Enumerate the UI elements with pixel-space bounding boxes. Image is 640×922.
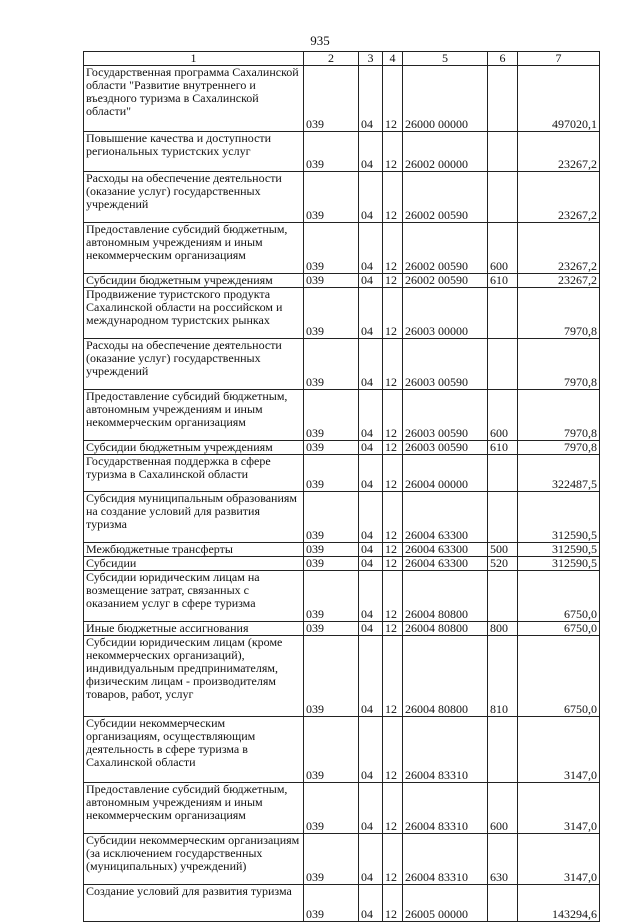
subsection-code-cell: 12 — [383, 288, 403, 339]
subsection-code-cell: 12 — [383, 223, 403, 274]
subsection-code-cell: 12 — [383, 636, 403, 717]
target-article-cell: 26005 00000 — [403, 885, 488, 922]
expense-type-cell — [488, 288, 518, 339]
row-name-cell: Иные бюджетные ассигнования — [84, 622, 304, 636]
target-article-cell: 26004 63300 — [403, 557, 488, 571]
amount-cell: 7970,8 — [518, 441, 600, 455]
subsection-code-cell: 12 — [383, 622, 403, 636]
section-code-cell: 04 — [359, 783, 383, 834]
section-code-cell: 04 — [359, 339, 383, 390]
target-article-cell: 26003 00590 — [403, 339, 488, 390]
section-code-cell: 04 — [359, 571, 383, 622]
target-article-cell: 26004 63300 — [403, 543, 488, 557]
column-header: 5 — [403, 52, 488, 66]
row-name-cell: Расходы на обеспечение деятельности (оказание услуг) государственных учреждений — [84, 339, 304, 390]
amount-cell: 6750,0 — [518, 636, 600, 717]
ministry-code-cell: 039 — [304, 717, 359, 783]
ministry-code-cell: 039 — [304, 783, 359, 834]
ministry-code-cell: 039 — [304, 132, 359, 172]
section-code-cell: 04 — [359, 834, 383, 885]
table-row — [84, 571, 600, 622]
column-header: 7 — [518, 52, 600, 66]
column-header: 1 — [84, 52, 304, 66]
subsection-code-cell: 12 — [383, 543, 403, 557]
ministry-code-cell: 039 — [304, 441, 359, 455]
expense-type-cell — [488, 571, 518, 622]
row-name-cell: Субсидия муниципальным образованиям на создание условий для развития туризма — [84, 492, 304, 543]
target-article-cell: 26003 00590 — [403, 390, 488, 441]
subsection-code-cell: 12 — [383, 492, 403, 543]
table-row — [84, 622, 600, 636]
target-article-cell: 26000 00000 — [403, 66, 488, 132]
section-code-cell: 04 — [359, 172, 383, 223]
section-code-cell: 04 — [359, 636, 383, 717]
table-row — [84, 441, 600, 455]
row-name-cell: Предоставление субсидий бюджетным, автономным учреждениям и иным некоммерческим организациям — [84, 783, 304, 834]
subsection-code-cell: 12 — [383, 441, 403, 455]
target-article-cell: 26002 00590 — [403, 223, 488, 274]
column-header: 6 — [488, 52, 518, 66]
expense-type-cell: 800 — [488, 622, 518, 636]
ministry-code-cell: 039 — [304, 172, 359, 223]
ministry-code-cell: 039 — [304, 543, 359, 557]
column-header: 3 — [359, 52, 383, 66]
amount-cell: 3147,0 — [518, 783, 600, 834]
subsection-code-cell: 12 — [383, 66, 403, 132]
row-name-cell: Субсидии бюджетным учреждениям — [84, 274, 304, 288]
section-code-cell: 04 — [359, 557, 383, 571]
expense-type-cell: 520 — [488, 557, 518, 571]
section-code-cell: 04 — [359, 132, 383, 172]
expense-type-cell — [488, 172, 518, 223]
row-name-cell: Субсидии юридическим лицам на возмещение затрат, связанных с оказанием услуг в сфере туризма — [84, 571, 304, 622]
table-row — [84, 492, 600, 543]
ministry-code-cell: 039 — [304, 885, 359, 922]
amount-cell: 6750,0 — [518, 571, 600, 622]
ministry-code-cell: 039 — [304, 288, 359, 339]
table-row — [84, 132, 600, 172]
expense-type-cell: 600 — [488, 390, 518, 441]
amount-cell: 23267,2 — [518, 172, 600, 223]
table-row — [84, 172, 600, 223]
target-article-cell: 26002 00590 — [403, 274, 488, 288]
section-code-cell: 04 — [359, 455, 383, 492]
table-row — [84, 288, 600, 339]
subsection-code-cell: 12 — [383, 717, 403, 783]
section-code-cell: 04 — [359, 717, 383, 783]
row-name-cell: Субсидии бюджетным учреждениям — [84, 441, 304, 455]
amount-cell: 3147,0 — [518, 717, 600, 783]
table-row — [84, 339, 600, 390]
expense-type-cell: 600 — [488, 783, 518, 834]
row-name-cell: Межбюджетные трансферты — [84, 543, 304, 557]
target-article-cell: 26004 80800 — [403, 636, 488, 717]
ministry-code-cell: 039 — [304, 622, 359, 636]
row-name-cell: Создание условий для развития туризма — [84, 885, 304, 922]
target-article-cell: 26004 83310 — [403, 783, 488, 834]
expense-type-cell — [488, 66, 518, 132]
subsection-code-cell: 12 — [383, 557, 403, 571]
amount-cell: 3147,0 — [518, 834, 600, 885]
table-row — [84, 223, 600, 274]
subsection-code-cell: 12 — [383, 274, 403, 288]
budget-table — [83, 51, 600, 922]
ministry-code-cell: 039 — [304, 455, 359, 492]
table-row — [84, 834, 600, 885]
expense-type-cell: 610 — [488, 441, 518, 455]
target-article-cell: 26004 00000 — [403, 455, 488, 492]
target-article-cell: 26003 00590 — [403, 441, 488, 455]
amount-cell: 312590,5 — [518, 557, 600, 571]
section-code-cell: 04 — [359, 622, 383, 636]
table-row — [84, 783, 600, 834]
amount-cell: 6750,0 — [518, 622, 600, 636]
expense-type-cell — [488, 339, 518, 390]
section-code-cell: 04 — [359, 66, 383, 132]
expense-type-cell — [488, 455, 518, 492]
row-name-cell: Субсидии некоммерческим организациям, осуществляющим деятельность в сфере туризма в Сахалинской области — [84, 717, 304, 783]
amount-cell: 312590,5 — [518, 543, 600, 557]
amount-cell: 497020,1 — [518, 66, 600, 132]
section-code-cell: 04 — [359, 441, 383, 455]
target-article-cell: 26003 00000 — [403, 288, 488, 339]
target-article-cell: 26004 80800 — [403, 571, 488, 622]
amount-cell: 312590,5 — [518, 492, 600, 543]
ministry-code-cell: 039 — [304, 223, 359, 274]
table-row — [84, 885, 600, 922]
ministry-code-cell: 039 — [304, 571, 359, 622]
target-article-cell: 26002 00000 — [403, 132, 488, 172]
row-name-cell: Государственная поддержка в сфере туризма в Сахалинской области — [84, 455, 304, 492]
header-row — [84, 52, 600, 66]
amount-cell: 7970,8 — [518, 288, 600, 339]
expense-type-cell — [488, 492, 518, 543]
table-row — [84, 636, 600, 717]
ministry-code-cell: 039 — [304, 339, 359, 390]
expense-type-cell: 610 — [488, 274, 518, 288]
section-code-cell: 04 — [359, 390, 383, 441]
row-name-cell: Продвижение туристского продукта Сахалинской области на российском и международном туристских рынках — [84, 288, 304, 339]
ministry-code-cell: 039 — [304, 274, 359, 288]
ministry-code-cell: 039 — [304, 66, 359, 132]
row-name-cell: Предоставление субсидий бюджетным, автономным учреждениям и иным некоммерческим организациям — [84, 390, 304, 441]
subsection-code-cell: 12 — [383, 339, 403, 390]
table-row — [84, 455, 600, 492]
section-code-cell: 04 — [359, 274, 383, 288]
row-name-cell: Предоставление субсидий бюджетным, автономным учреждениям и иным некоммерческим организациям — [84, 223, 304, 274]
row-name-cell: Расходы на обеспечение деятельности (оказание услуг) государственных учреждений — [84, 172, 304, 223]
section-code-cell: 04 — [359, 885, 383, 922]
ministry-code-cell: 039 — [304, 636, 359, 717]
subsection-code-cell: 12 — [383, 455, 403, 492]
subsection-code-cell: 12 — [383, 783, 403, 834]
table-row — [84, 557, 600, 571]
expense-type-cell — [488, 885, 518, 922]
subsection-code-cell: 12 — [383, 571, 403, 622]
table-row — [84, 543, 600, 557]
expense-type-cell — [488, 132, 518, 172]
expense-type-cell: 810 — [488, 636, 518, 717]
table-row — [84, 717, 600, 783]
subsection-code-cell: 12 — [383, 834, 403, 885]
target-article-cell: 26004 83310 — [403, 834, 488, 885]
expense-type-cell — [488, 717, 518, 783]
amount-cell: 23267,2 — [518, 132, 600, 172]
row-name-cell: Повышение качества и доступности региональных туристских услуг — [84, 132, 304, 172]
subsection-code-cell: 12 — [383, 390, 403, 441]
section-code-cell: 04 — [359, 492, 383, 543]
ministry-code-cell: 039 — [304, 557, 359, 571]
subsection-code-cell: 12 — [383, 172, 403, 223]
table-row — [84, 390, 600, 441]
amount-cell: 7970,8 — [518, 390, 600, 441]
row-name-cell: Субсидии некоммерческим организациям (за исключением государственных (муниципальных) учреждений) — [84, 834, 304, 885]
page-number: 935 — [310, 33, 330, 48]
subsection-code-cell: 12 — [383, 885, 403, 922]
column-header: 2 — [304, 52, 359, 66]
row-name-cell: Субсидии — [84, 557, 304, 571]
target-article-cell: 26004 83310 — [403, 717, 488, 783]
amount-cell: 322487,5 — [518, 455, 600, 492]
target-article-cell: 26004 63300 — [403, 492, 488, 543]
row-name-cell: Субсидии юридическим лицам (кроме некоммерческих организаций), индивидуальным предпринимателям, физическим лицам - производителям товаров, работ, услуг — [84, 636, 304, 717]
section-code-cell: 04 — [359, 223, 383, 274]
section-code-cell: 04 — [359, 543, 383, 557]
expense-type-cell: 600 — [488, 223, 518, 274]
subsection-code-cell: 12 — [383, 132, 403, 172]
row-name-cell: Государственная программа Сахалинской области "Развитие внутреннего и въездного туризма в Сахалинской области" — [84, 66, 304, 132]
column-header: 4 — [383, 52, 403, 66]
amount-cell: 23267,2 — [518, 223, 600, 274]
table-row — [84, 274, 600, 288]
ministry-code-cell: 039 — [304, 834, 359, 885]
amount-cell: 23267,2 — [518, 274, 600, 288]
amount-cell: 143294,6 — [518, 885, 600, 922]
expense-type-cell: 630 — [488, 834, 518, 885]
ministry-code-cell: 039 — [304, 492, 359, 543]
table-row — [84, 66, 600, 132]
amount-cell: 7970,8 — [518, 339, 600, 390]
target-article-cell: 26002 00590 — [403, 172, 488, 223]
target-article-cell: 26004 80800 — [403, 622, 488, 636]
ministry-code-cell: 039 — [304, 390, 359, 441]
expense-type-cell: 500 — [488, 543, 518, 557]
section-code-cell: 04 — [359, 288, 383, 339]
